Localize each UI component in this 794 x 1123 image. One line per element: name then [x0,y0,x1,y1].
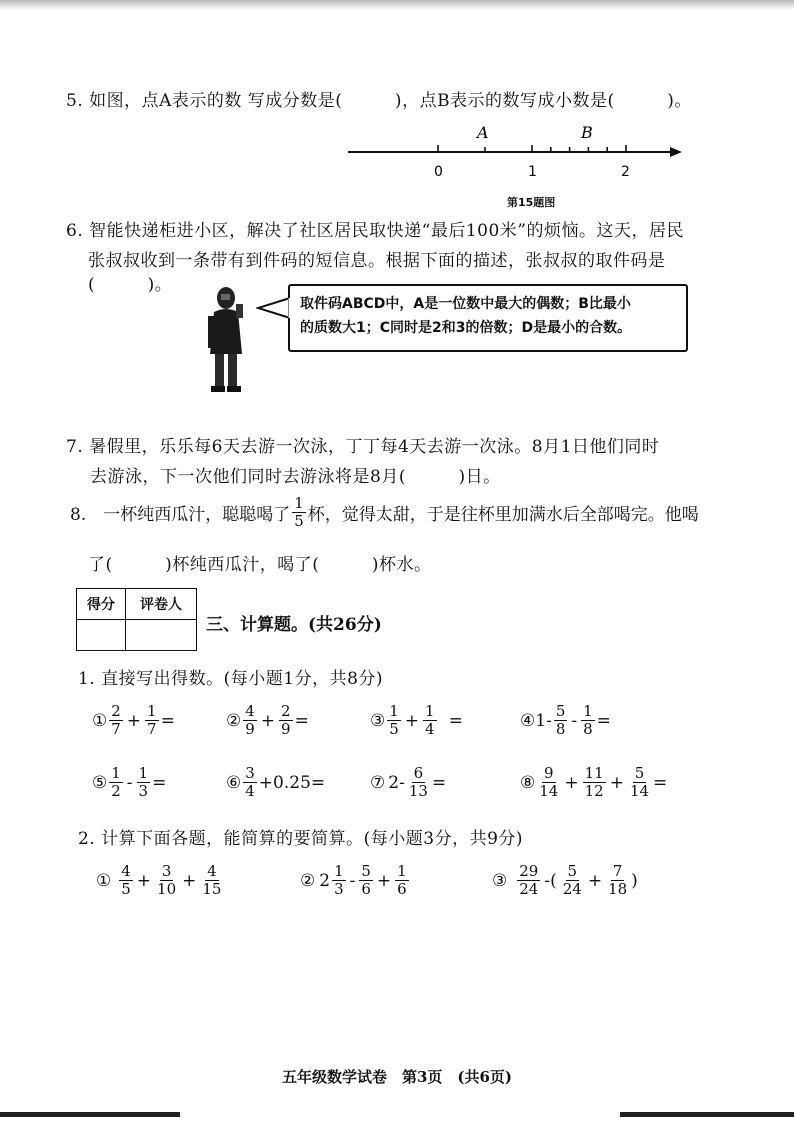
axis-label-1: 1 [528,164,537,180]
p1-item-4: ④ 1- $\frac{5}{8}$ - $\frac{1}{8}$ = [520,702,611,738]
speech-bubble [288,284,688,352]
question-8-line-2: 了( )杯纯西瓜汁，喝了( )杯水。 [88,555,432,575]
person-on-phone-illustration [196,284,260,394]
part-1-title: 1. 直接写出得数。(每小题1分，共8分) [78,669,384,689]
grader-cell[interactable] [126,620,197,651]
scan-edge-bottom-right [620,1112,794,1117]
figure-caption: 第15题图 [507,196,556,209]
p2-item-2: ② 2 $\frac{1}{3}$ - $\frac{5}{6}$ + $\frac{1}{6}$ [300,862,407,898]
point-a-label: A [477,123,489,142]
question-8-line-1: 8. 一杯纯西瓜汁，聪聪喝了 $\frac{1}{5}$ 杯，觉得太甜，于是往杯里加满水后全部喝完。他喝 [70,494,699,530]
p1-item-8: ⑧ $\frac{9}{14}$ + $\frac{11}{12}$ + $\frac{5}{14}$ = [520,764,668,800]
p2-item-3: ③ $\frac{29}{24}$ -( $\frac{5}{24}$ + $\frac{7}{18}$ ) [492,862,638,898]
grader-header: 评卷人 [126,589,197,620]
p2-item-1: ① $\frac{4}{5}$ + $\frac{3}{10}$ + $\frac{4}{15}$ [96,862,222,898]
bubble-tail-cover [256,284,296,324]
section-3-title: 三、计算题。(共26分) [206,615,382,635]
question-6-line-3: ( )。 [88,275,173,295]
axis-label-2: 2 [621,164,630,180]
question-6-line-2: 张叔叔收到一条带有到件码的短信息。根据下面的描述，张叔叔的取件码是 [88,251,666,271]
p1-item-5: ⑤ $\frac{1}{2}$ - $\frac{1}{3}$ = [92,764,167,800]
point-b-label: B [581,123,593,142]
question-7-line-1: 7. 暑假里，乐乐每6天去游一次泳，丁丁每4天去游一次泳。8月1日他们同时 [66,437,660,457]
question-5: 5. 如图，点A表示的数 写成分数是( )，点B表示的数写成小数是( )。 [66,91,692,111]
question-6-line-1: 6. 智能快递柜进小区，解决了社区居民取快递“最后100米”的烦恼。这天，居民 [66,221,684,241]
score-table [76,588,197,651]
p1-item-7: ⑦ 2- $\frac{6}{13}$ = [370,764,447,800]
p1-item-3: ③ $\frac{1}{5}$ + $\frac{1}{4}$ = [370,702,463,738]
bubble-line-1: 取件码ABCD中，A是一位数中最大的偶数；B比最小 [300,296,631,312]
p1-item-2: ② $\frac{4}{9}$ + $\frac{2}{9}$ = [226,702,309,738]
part-2-title: 2. 计算下面各题，能简算的要简算。(每小题3分，共9分) [78,829,524,849]
p1-item-1: ① $\frac{2}{7}$ + $\frac{1}{7}$ = [92,702,175,738]
scan-edge-bottom-left [0,1112,180,1117]
p1-item-6: ⑥ $\frac{3}{4}$ +0.25= [226,764,326,800]
number-line [340,118,690,180]
page-footer: 五年级数学试卷 第3页 (共6页) [281,1068,513,1086]
question-7-line-2: 去游泳，下一次他们同时去游泳将是8月( )日。 [90,467,501,487]
scan-edge [0,0,794,10]
score-header: 得分 [77,589,126,620]
fraction-one-fifth: $\frac{1}{5}$ [294,494,304,530]
axis-label-0: 0 [434,164,443,180]
score-cell[interactable] [77,620,126,651]
bubble-line-2: 的质数大1；C同时是2和3的倍数；D是最小的合数。 [300,320,632,336]
